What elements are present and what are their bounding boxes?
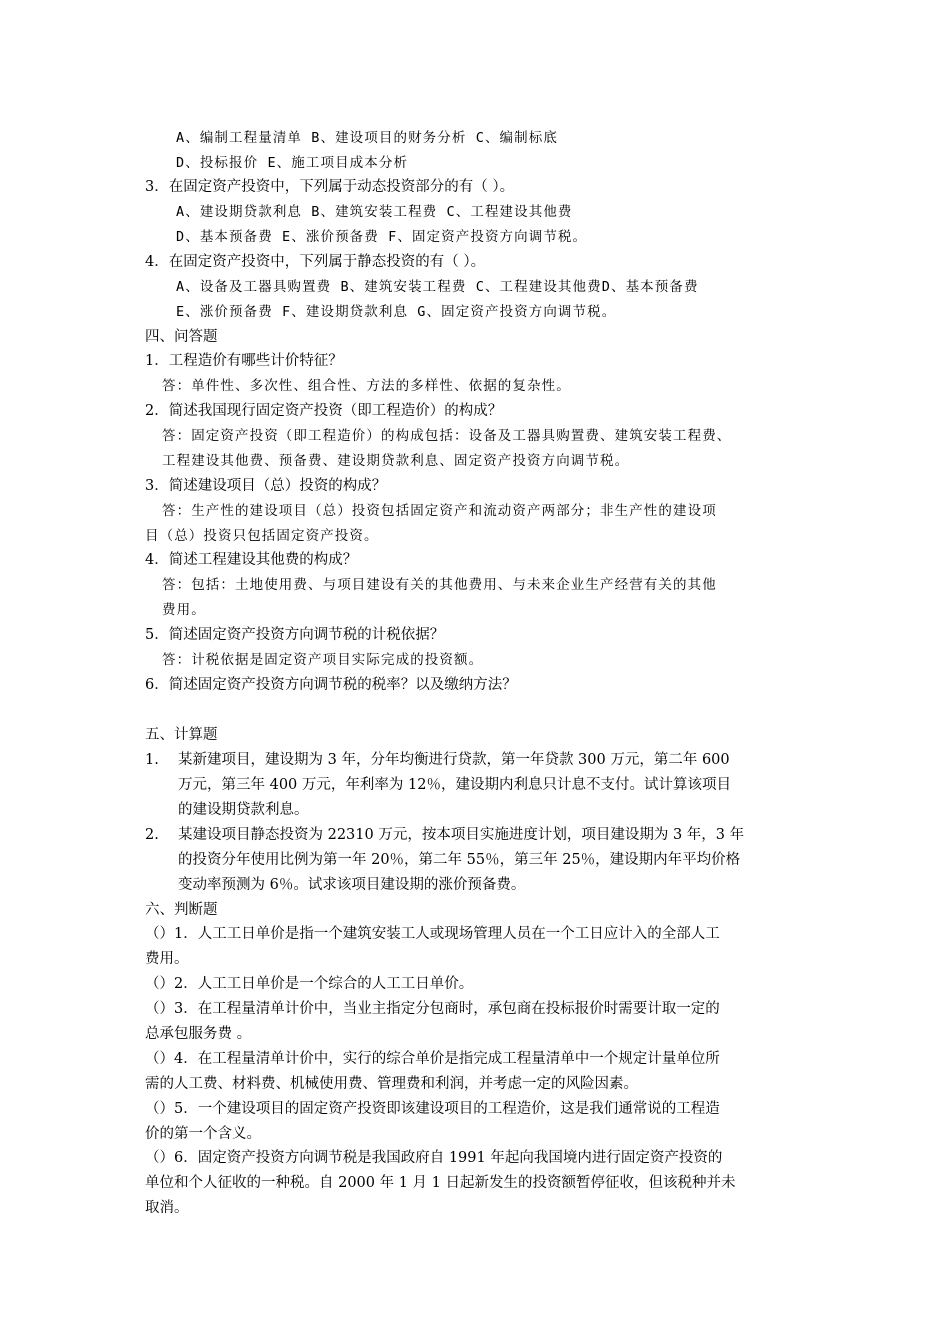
calc-heading: 五、计算题 <box>145 727 218 743</box>
qa-answer-5: 答：计税依据是固定资产项目实际完成的投资额。 <box>162 652 484 668</box>
tf-heading: 六、判断题 <box>145 902 218 918</box>
tf-line-10: （）6．固定资产投资方向调节税是我国政府自 1991 年起向我国境内进行固定资产投资的 <box>145 1150 723 1166</box>
qa-question-2: 2．简述我国现行固定资产投资（即工程造价）的构成？ <box>145 403 503 419</box>
qa-answer-1: 答：单件性、多次性、组合性、方法的多样性、依据的复杂性。 <box>162 378 571 394</box>
calc-problem-1-line-3: 的建设期贷款利息。 <box>178 802 309 818</box>
qa-question-3: 3．简述建设项目（总）投资的构成？ <box>145 478 387 494</box>
calc-problem-2-line-1: 某建设项目静态投资为 22310 万元，按本项目实施进度计划，项目建设期为 3 年，3 年 <box>178 827 745 843</box>
q4-option-line-1: A、设备及工器具购置费 B、建筑安装工程费 C、工程建设其他费D、基本预备费 <box>176 279 699 295</box>
qa-answer-2-line-2: 工程建设其他费、预备费、建设期贷款利息、固定资产投资方向调节税。 <box>162 453 630 469</box>
calc-problem-2-number: 2. <box>145 827 159 843</box>
q2-option-line-1: A、编制工程量清单 B、建设项目的财务分析 C、编制标底 <box>176 130 558 146</box>
qa-heading: 四、问答题 <box>145 329 218 345</box>
tf-line-5: 总承包服务费 。 <box>145 1026 252 1042</box>
q3-option-line-2: D、基本预备费 E、涨价预备费 F、固定资产投资方向调节税。 <box>176 229 588 245</box>
q4-option-line-2: E、涨价预备费 F、建设期贷款利息 G、固定资产投资方向调节税。 <box>176 304 617 320</box>
tf-line-11: 单位和个人征收的一种税。自 2000 年 1 月 1 日起新发生的投资额暂停征收，但该税种并未 <box>145 1175 736 1191</box>
qa-question-5: 5．简述固定资产投资方向调节税的计税依据？ <box>145 627 445 643</box>
qa-answer-3-line-2: 目（总）投资只包括固定资产投资。 <box>145 528 379 544</box>
qa-answer-4-line-2: 费用。 <box>162 602 206 618</box>
mc-question-3: 3．在固定资产投资中，下列属于动态投资部分的有（ ）。 <box>145 179 515 195</box>
q2-option-line-2: D、投标报价 E、施工项目成本分析 <box>176 155 409 171</box>
tf-line-1: （）1．人工工日单价是指一个建筑安装工人或现场管理人员在一个工日应计入的全部人工 <box>145 926 720 942</box>
qa-question-6: 6．简述固定资产投资方向调节税的税率？以及缴纳方法？ <box>145 677 517 693</box>
calc-problem-1-number: 1. <box>145 752 159 768</box>
qa-answer-2-line-1: 答：固定资产投资（即工程造价）的构成包括：设备及工器具购置费、建筑安装工程费、 <box>162 428 732 444</box>
tf-line-9: 价的第一个含义。 <box>145 1126 261 1142</box>
calc-problem-2-line-3: 变动率预测为 6％。试求该项目建设期的涨价预备费。 <box>178 877 526 893</box>
qa-question-4: 4．简述工程建设其他费的构成？ <box>145 552 358 568</box>
tf-line-4: （）3．在工程量清单计价中，当业主指定分包商时，承包商在投标报价时需要计取一定的 <box>145 1001 720 1017</box>
qa-question-1: 1．工程造价有哪些计价特征？ <box>145 353 343 369</box>
tf-line-12: 取消。 <box>145 1200 189 1216</box>
qa-answer-3-line-1: 答：生产性的建设项目（总）投资包括固定资产和流动资产两部分；非生产性的建设项 <box>162 503 717 519</box>
tf-line-2: 费用。 <box>145 951 189 967</box>
tf-line-6: （）4．在工程量清单计价中，实行的综合单价是指完成工程量清单中一个规定计量单位所 <box>145 1051 720 1067</box>
calc-problem-2-line-2: 的投资分年使用比例为第一年 20％，第二年 55％，第三年 25％，建设期内年平均价格 <box>178 852 741 868</box>
tf-line-8: （）5．一个建设项目的固定资产投资即该建设项目的工程造价，这是我们通常说的工程造 <box>145 1101 720 1117</box>
q3-option-line-1: A、建设期贷款利息 B、建筑安装工程费 C、工程建设其他费 <box>176 204 573 220</box>
qa-answer-4-line-1: 答：包括：土地使用费、与项目建设有关的其他费用、与未来企业生产经营有关的其他 <box>162 577 717 593</box>
mc-question-4: 4．在固定资产投资中，下列属于静态投资的有（ ）。 <box>145 254 486 270</box>
calc-problem-1-line-1: 某新建项目，建设期为 3 年，分年均衡进行贷款，第一年贷款 300 万元，第二年 600 <box>178 752 730 768</box>
calc-problem-1-line-2: 万元，第三年 400 万元，年利率为 12％，建设期内利息只计息不支付。试计算该项目 <box>178 777 731 793</box>
tf-line-3: （）2．人工工日单价是一个综合的人工工日单价。 <box>145 976 474 992</box>
tf-line-7: 需的人工费、材料费、机械使用费、管理费和利润，并考虑一定的风险因素。 <box>145 1076 638 1092</box>
